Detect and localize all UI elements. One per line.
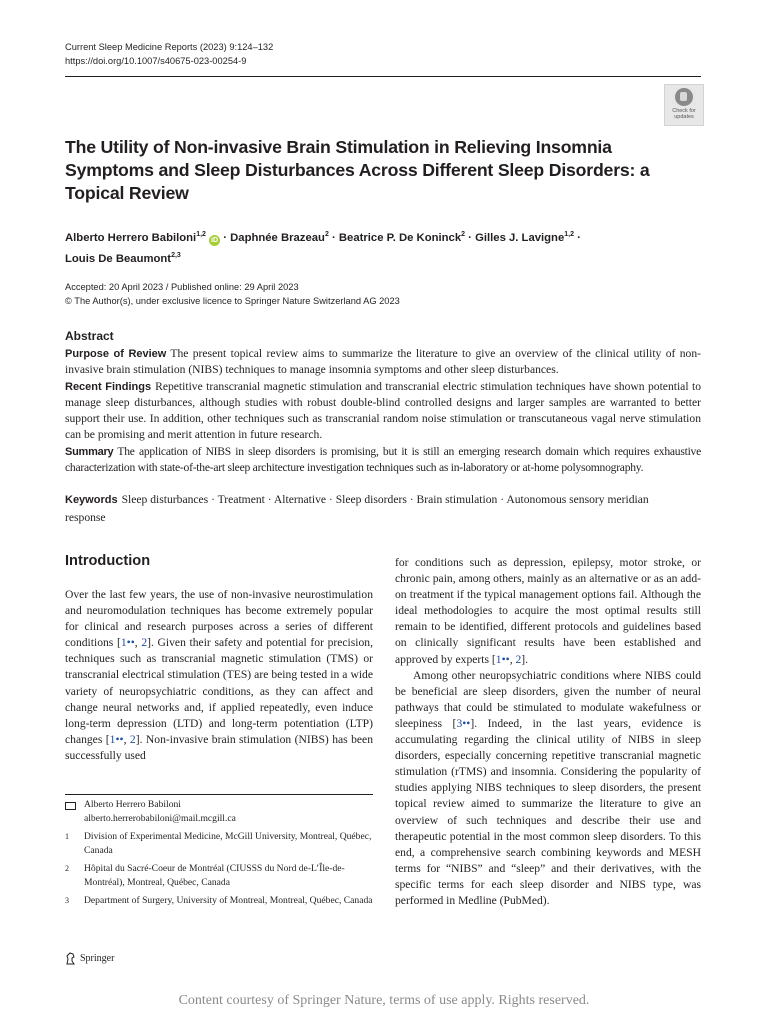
- doi-link[interactable]: https://doi.org/10.1007/s40675-023-00254-9: [65, 56, 247, 66]
- citation-link[interactable]: 1••: [109, 732, 124, 746]
- citation-link[interactable]: 2: [515, 652, 522, 666]
- affiliation-1: 1 Division of Experimental Medicine, McGill University, Montreal, Québec, Canada: [65, 831, 372, 856]
- affiliation-3: 3 Department of Surgery, University of Montreal, Montreal, Québec, Canada: [65, 895, 373, 906]
- purpose-label: Purpose of Review: [65, 348, 167, 360]
- journal-citation: Current Sleep Medicine Reports (2023) 9:124–132: [65, 42, 274, 52]
- publisher-logo: [65, 952, 114, 965]
- keywords: [65, 491, 685, 526]
- footnote-rule: [65, 794, 373, 795]
- author-name[interactable]: Alberto Herrero Babiloni: [65, 231, 197, 244]
- author-name[interactable]: Daphnée Brazeau: [230, 231, 325, 244]
- citation-link[interactable]: 1••: [495, 652, 510, 666]
- courtesy-notice: Content courtesy of Springer Nature, terms of use apply. Rights reserved.: [178, 993, 590, 1008]
- abstract-purpose: Purpose of Review The present topical review aims to summarize the literature to give an overview of the clinical utility of non-invasive brain stimulation (NIBS) techniques to manage insomnia symptoms and other sleep disturbances.: [65, 347, 701, 377]
- author-affiliation-sup: 2: [324, 231, 329, 238]
- corresponding-author: [65, 798, 373, 825]
- keywords-list: Sleep disturbances · Treatment · Alternative · Sleep disorders · Brain stimulation · Autonomous sensory meridian response: [65, 493, 649, 524]
- journal-header: [65, 40, 273, 68]
- author-affiliation-sup: 1,2: [564, 231, 574, 238]
- author-list: Alberto Herrero Babiloni$^{1,2}$ iD · Daphnée Brazeau$^2$ · Beatrice P. De Koninck$^2$ · Gilles J. Lavigne$^{1,2}$ · Louis De Beaumont$^{2,3}$: [65, 231, 581, 265]
- copyright-line: © The Author(s), under exclusive licence to Springer Nature Switzerland AG 2023: [65, 296, 400, 306]
- author-affiliation-sup: 2: [461, 231, 466, 238]
- corresponding-author-name: Alberto Herrero Babiloni: [84, 799, 181, 810]
- header-rule: [65, 76, 701, 77]
- check-updates-label: Check for updates: [672, 108, 696, 120]
- author-name[interactable]: Louis De Beaumont: [65, 252, 172, 265]
- accepted-published-line: Accepted: 20 April 2023 / Published online: 29 April 2023: [65, 282, 299, 292]
- right-column: [395, 555, 701, 909]
- footnotes: [65, 798, 373, 913]
- article-title: The Utility of Non-invasive Brain Stimulation in Relieving Insomnia Symptoms and Sleep Disturbances Across Different Sleep Disorders: a Topical Review: [65, 137, 650, 203]
- summary-label: Summary: [65, 445, 114, 458]
- check-updates-icon: [675, 88, 693, 106]
- citation-link[interactable]: 2: [129, 732, 136, 746]
- publisher-name: Springer: [80, 953, 115, 964]
- abstract-findings: Recent Findings Repetitive transcranial magnetic stimulation and transcranial electric stimulation techniques have shown potential to manage sleep disturbances, although studies with robust double-blind controlled designs and larger samples are warranted to better support their use. In addition, other techniques such as transcranial random noise stimulation or transcutaneous vagal nerve stimulation can be promising and merit attention in future research.: [65, 379, 701, 442]
- envelope-icon: [65, 802, 76, 810]
- left-column: [65, 587, 373, 764]
- intro-paragraph-2: Among other neuropsychiatric conditions where NIBS could be beneficial are sleep disorders, given the number of neural pathways that could be stimulated to modulate wakefulness or sleepiness [3••]. Indeed, in the last years, evidence is accumulating regarding the clinical utility of NIBS in sleep disorders, especially concerning repetitive transcranial magnetic stimulation (rTMS) and insomnia. Considering the popularity of studies applying NIBS techniques to sleep disorders, the present topical review aimed to summarize the literature to give an overview of such techniques and describe their use and therapeutic potential in the most common sleep disorders. To this end, a comprehensive search combining keywords and MESH terms for “NIBS” and “sleep” and their derivatives, with the specific terms for each sleep disorder and NIBS type, was performed in Medline (PubMed).: [395, 668, 701, 907]
- keywords-label: Keywords: [65, 494, 118, 506]
- springer-horse-icon: [65, 952, 76, 965]
- author-name[interactable]: Beatrice P. De Koninck: [338, 231, 462, 244]
- abstract-heading: Abstract: [65, 329, 114, 343]
- corresponding-author-email[interactable]: alberto.herrerobabiloni@mail.mcgill.ca: [84, 812, 236, 824]
- author-affiliation-sup: 2,3: [171, 251, 181, 259]
- author-name[interactable]: Gilles J. Lavigne: [475, 231, 565, 244]
- intro-paragraph-1-cont: for conditions such as depression, epilepsy, motor stroke, or chronic pain, among others, mainly as an alternative or as an add-on treatment if the typical management options fail. Although the ideal methodologies to acquire the most optimal results still remain to be identified, different protocols and guidelines based on clinically significant results have been established and approved by experts [1••, 2].: [395, 556, 701, 666]
- check-for-updates-badge[interactable]: [664, 84, 704, 126]
- orcid-icon[interactable]: iD: [211, 236, 219, 244]
- citation-link[interactable]: 1••: [120, 636, 135, 650]
- intro-paragraph-1: Over the last few years, the use of non-invasive neurostimulation and neuromodulation techniques has become extremely popular for clinical and research purposes across a series of different conditions [1••, 2]. Given their safety and potential for precision, techniques such as transcranial magnetic stimulation (TMS) or transcranial electrical stimulation (TES) are being tested in a wide variety of neuropsychiatric conditions, as they can affect and change neural networks and, if applied repeatedly, even induce long-term depression (LTD) and long-term potentiation (LTP) changes [1••, 2]. Non-invasive brain stimulation (NIBS) has been successfully used: [65, 588, 374, 762]
- citation-link[interactable]: 2: [141, 636, 148, 650]
- affiliation-2: 2 Hôpital du Sacré-Coeur de Montréal (CIUSSS du Nord de-L’Île-de-Montréal), Montreal, Québec, Canada: [65, 863, 345, 888]
- abstract-body: [65, 346, 701, 476]
- findings-label: Recent Findings: [65, 380, 152, 393]
- author-affiliation-sup: 1,2: [196, 231, 206, 238]
- publication-dates: [65, 280, 400, 308]
- citation-link[interactable]: 3••: [456, 716, 471, 730]
- introduction-heading: Introduction: [65, 553, 151, 569]
- abstract-summary: Summary The application of NIBS in sleep disorders is promising, but it is still an emerging research domain which requires exhaustive characterization with state-of-the-art sleep architecture investigation techniques such as in-laboratory or at-home polysomnography.: [65, 444, 701, 475]
